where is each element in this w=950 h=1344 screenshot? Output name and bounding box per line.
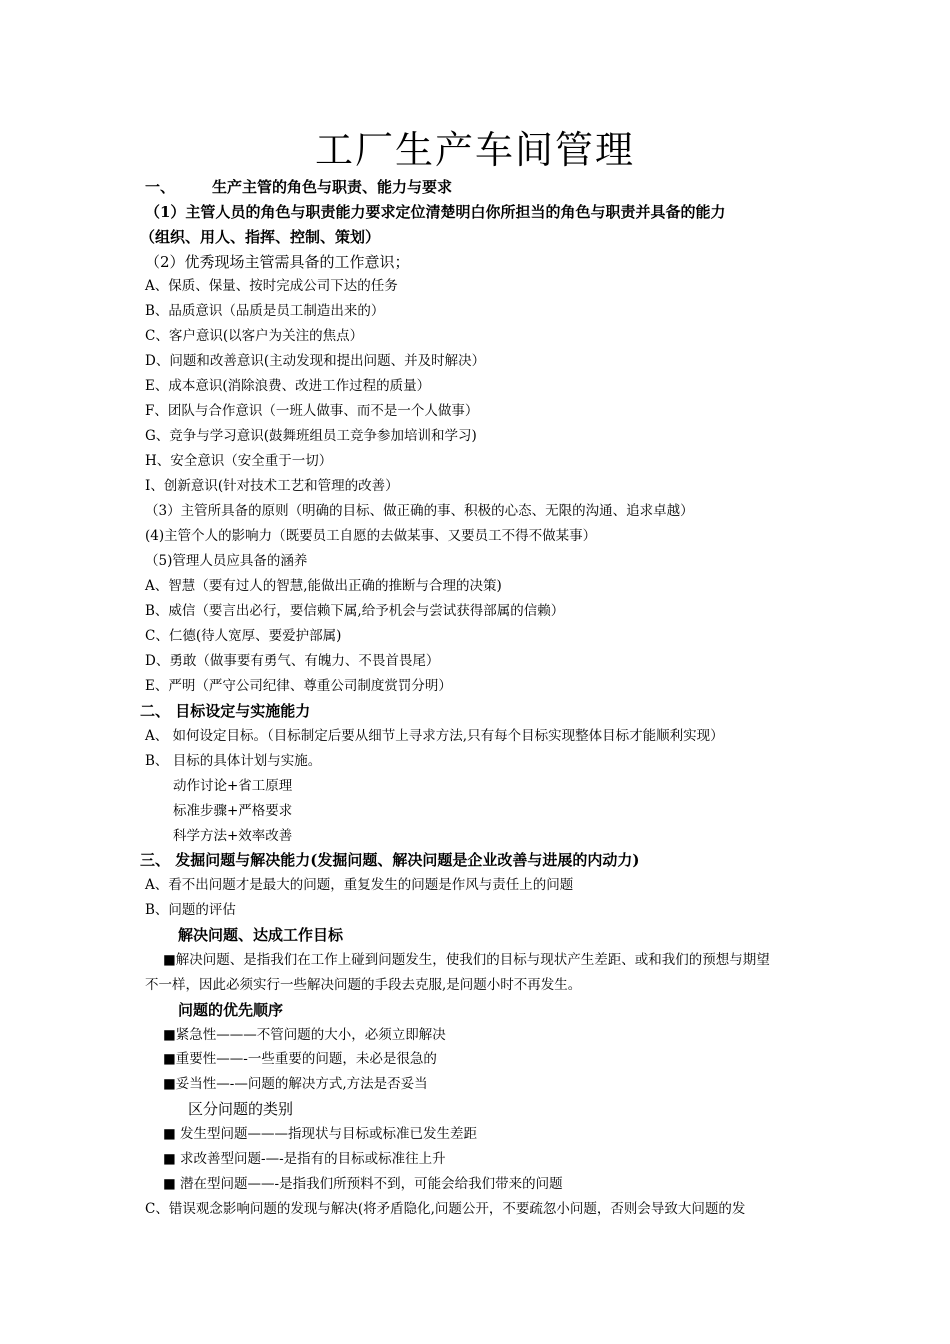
bullet-item: ■ 求改善型问题-—-是指有的目标或标准往上升	[163, 1151, 446, 1167]
list-item: H、安全意识（安全重于一切）	[145, 453, 333, 469]
list-item: D、勇敢（做事要有勇气、有魄力、不畏首畏尾）	[145, 653, 440, 669]
list-item: A、智慧（要有过人的智慧,能做出正确的推断与合理的决策)	[145, 578, 502, 594]
list-item: C、错误观念影响问题的发现与解决(将矛盾隐化,问题公开，不要疏忽小问题，否则会导致大问题的发	[145, 1201, 746, 1217]
list-item: B、威信（要言出必行，要信赖下属,给予机会与尝试获得部属的信赖）	[145, 603, 565, 619]
paragraph-line: 不一样，因此必须实行一些解决问题的手段去克服,是问题小时不再发生。	[145, 977, 582, 993]
list-item: G、竞争与学习意识(鼓舞班组员工竞争参加培训和学习)	[145, 428, 477, 444]
section-1-number: 一、	[145, 178, 176, 196]
text-line: （2）优秀现场主管需具备的工作意识；	[145, 253, 410, 271]
list-item: E、成本意识(消除浪费、改进工作过程的质量）	[145, 378, 431, 394]
list-item: A、看不出问题才是最大的问题，重复发生的问题是作风与责任上的问题	[145, 877, 574, 893]
sub-heading: 问题的优先顺序	[178, 1001, 284, 1019]
text-line: （3）主管所具备的原则（明确的目标、做正确的事、积极的心态、无限的沟通、追求卓越）	[145, 503, 694, 519]
list-item: E、严明（严守公司纪律、尊重公司制度赏罚分明）	[145, 678, 452, 694]
text-line: (4)主管个人的影响力（既要员工自愿的去做某事、又要员工不得不做某事）	[145, 528, 597, 544]
list-item: C、客户意识(以客户为关注的焦点）	[145, 328, 364, 344]
text-line: （5)管理人员应具备的涵养	[145, 553, 308, 569]
list-item: B、品质意识（品质是员工制造出来的）	[145, 303, 385, 319]
sub-item: 标准步骤+严格要求	[173, 803, 293, 819]
list-item: A、保质、保量、按时完成公司下达的任务	[145, 278, 398, 294]
sub-heading: 区分问题的类别	[188, 1100, 294, 1118]
bullet-item: ■紧急性———不管问题的大小，必须立即解决	[163, 1027, 446, 1043]
section-1-heading: 生产主管的角色与职责、能力与要求	[212, 178, 453, 196]
list-item: A、 如何设定目标。（目标制定后要从细节上寻求方法,只有每个目标实现整体目标才能顺利实现）	[145, 728, 724, 744]
section-3-heading: 三、 发掘问题与解决能力(发掘问题、解决问题是企业改善与进展的内动力)	[140, 851, 640, 869]
sub-heading: 解决问题、达成工作目标	[178, 926, 344, 944]
list-item: B、 目标的具体计划与实施。	[145, 753, 322, 769]
list-item: I、创新意识(针对技术工艺和管理的改善）	[145, 478, 399, 494]
bullet-item: ■ 潜在型问题——-是指我们所预料不到，可能会给我们带来的问题	[163, 1176, 563, 1192]
list-item: C、仁德(待人宽厚、要爱护部属)	[145, 628, 342, 644]
bullet-item: ■ 发生型问题———指现状与目标或标准已发生差距	[163, 1126, 478, 1142]
text-line: （1）主管人员的角色与职责能力要求定位清楚明白你所担当的角色与职责并具备的能力	[145, 203, 726, 221]
paragraph-line: ■解决问题、是指我们在工作上碰到问题发生，使我们的目标与现状产生差距、或和我们的预想与期望	[163, 952, 770, 968]
list-item: D、问题和改善意识(主动发现和提出问题、并及时解决）	[145, 353, 486, 369]
list-item: F、团队与合作意识（一班人做事、而不是一个人做事）	[145, 403, 479, 419]
document-title: 工厂生产车间管理	[314, 128, 635, 172]
bullet-item: ■妥当性—-—问题的解决方式,方法是否妥当	[163, 1076, 428, 1092]
list-item: B、问题的评估	[145, 902, 236, 918]
bullet-item: ■重要性——-一些重要的问题，未必是很急的	[163, 1051, 437, 1067]
text-line: （组织、用人、指挥、控制、策划）	[140, 228, 381, 246]
sub-item: 动作讨论+省工原理	[173, 778, 293, 794]
sub-item: 科学方法+效率改善	[173, 828, 293, 844]
section-2-heading: 二、 目标设定与实施能力	[140, 702, 311, 720]
